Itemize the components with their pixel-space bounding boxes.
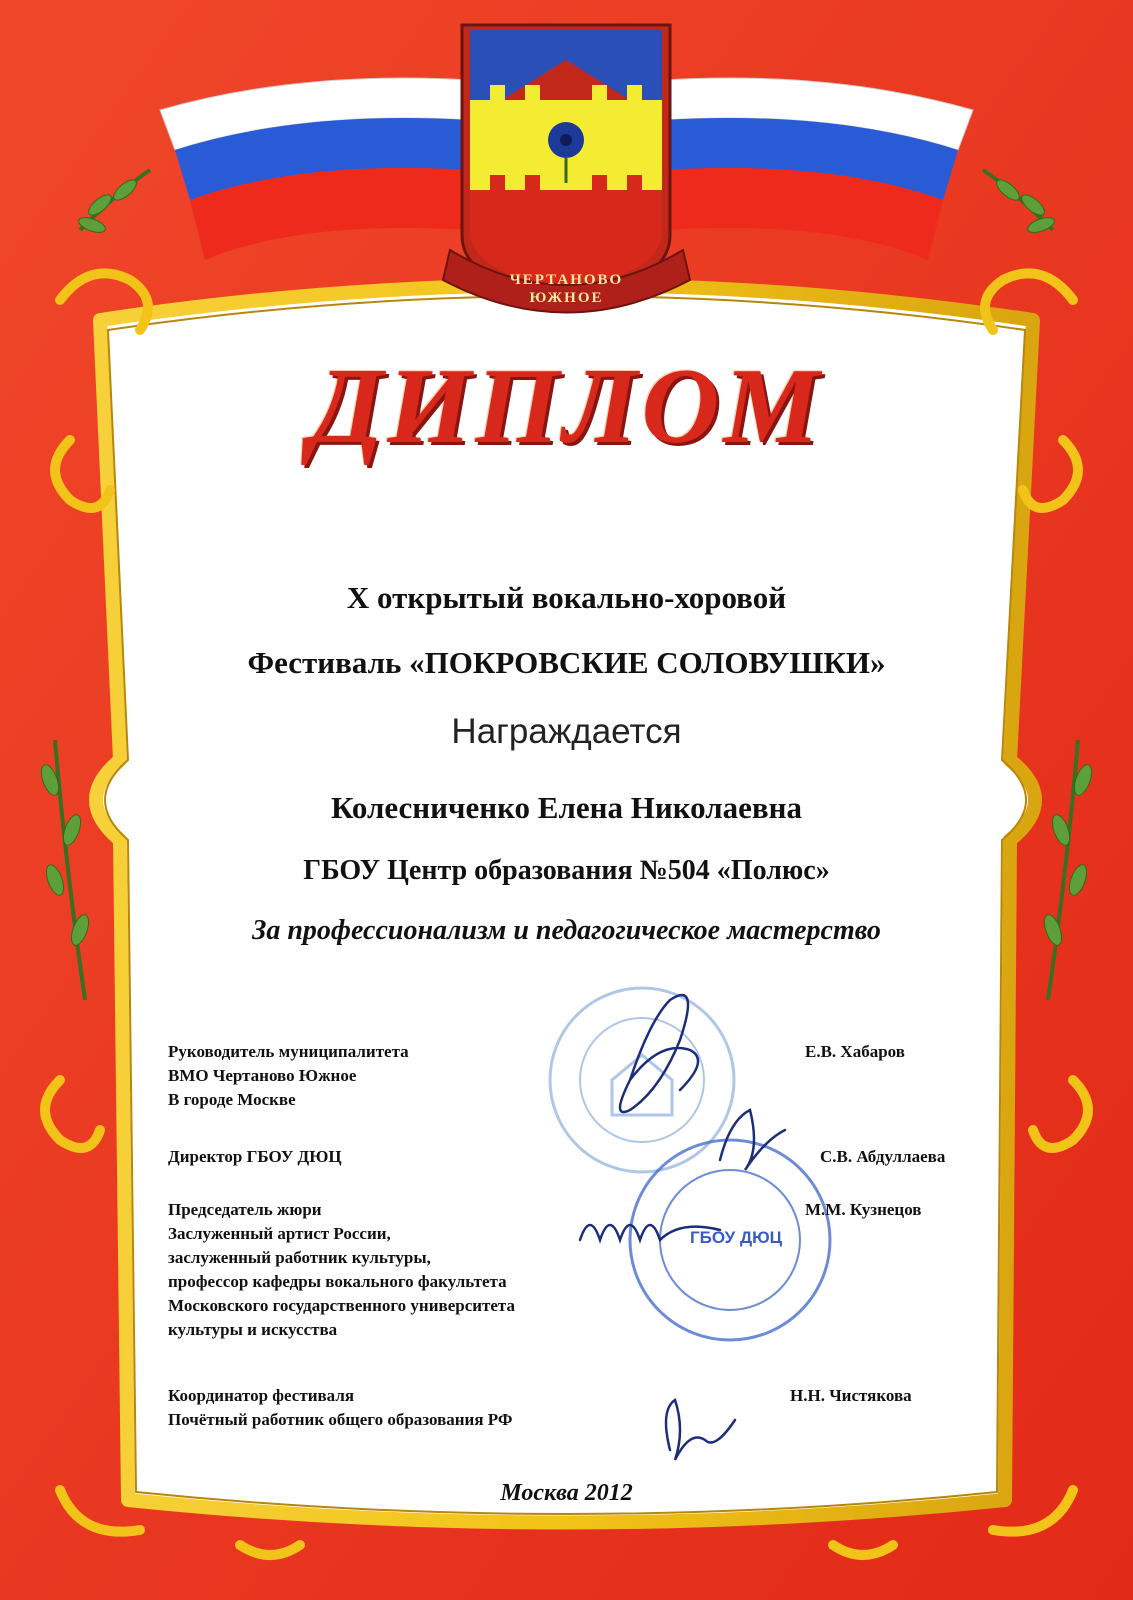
municipal-stamp xyxy=(550,988,734,1172)
emblem-ribbon-line1: ЧЕРТАНОВО xyxy=(509,272,624,288)
signature-chistyakova xyxy=(666,1400,735,1460)
signature-khabarov xyxy=(620,995,698,1112)
signatory-2-title: Директор ГБОУ ДЮЦ xyxy=(168,1147,342,1166)
signatory-4-title: Координатор фестиваля Почётный работник общего образования РФ xyxy=(168,1386,513,1429)
award-reason: За профессионализм и педагогическое мастерство xyxy=(252,915,881,946)
recipient-organization: ГБОУ Центр образования №504 «Полюс» xyxy=(303,855,830,886)
footer-city-year: Москва 2012 xyxy=(500,1480,633,1506)
signatory-3-name: М.М. Кузнецов xyxy=(805,1200,922,1219)
festival-line-2: Фестиваль «ПОКРОВСКИЕ СОЛОВУШКИ» xyxy=(247,645,886,680)
signatory-3-title: Председатель жюри Заслуженный артист России, заслуженный работник культуры, профессор кафедры вокального факультета Московского государственного университета культуры и искусства xyxy=(168,1200,515,1339)
recipient-name: Колесниченко Елена Николаевна xyxy=(330,790,803,825)
coat-of-arms-emblem xyxy=(443,25,690,313)
signatory-1-name: Е.В. Хабаров xyxy=(805,1042,905,1061)
signatory-1-title: Руководитель муниципалитета ВМО Чертаново Южное В городе Москве xyxy=(168,1042,409,1109)
signatory-4-name: Н.Н. Чистякова xyxy=(790,1386,912,1405)
diploma-title: ДИПЛОМ xyxy=(309,347,824,466)
festival-line-1: X открытый вокально-хоровой xyxy=(346,580,787,615)
signatory-2-name: С.В. Абдуллаева xyxy=(820,1147,946,1166)
awarded-label: Награждается xyxy=(451,712,682,751)
stamp-center-text: ГБОУ ДЮЦ xyxy=(690,1228,783,1247)
emblem-ribbon-line2: ЮЖНОЕ xyxy=(529,290,604,306)
